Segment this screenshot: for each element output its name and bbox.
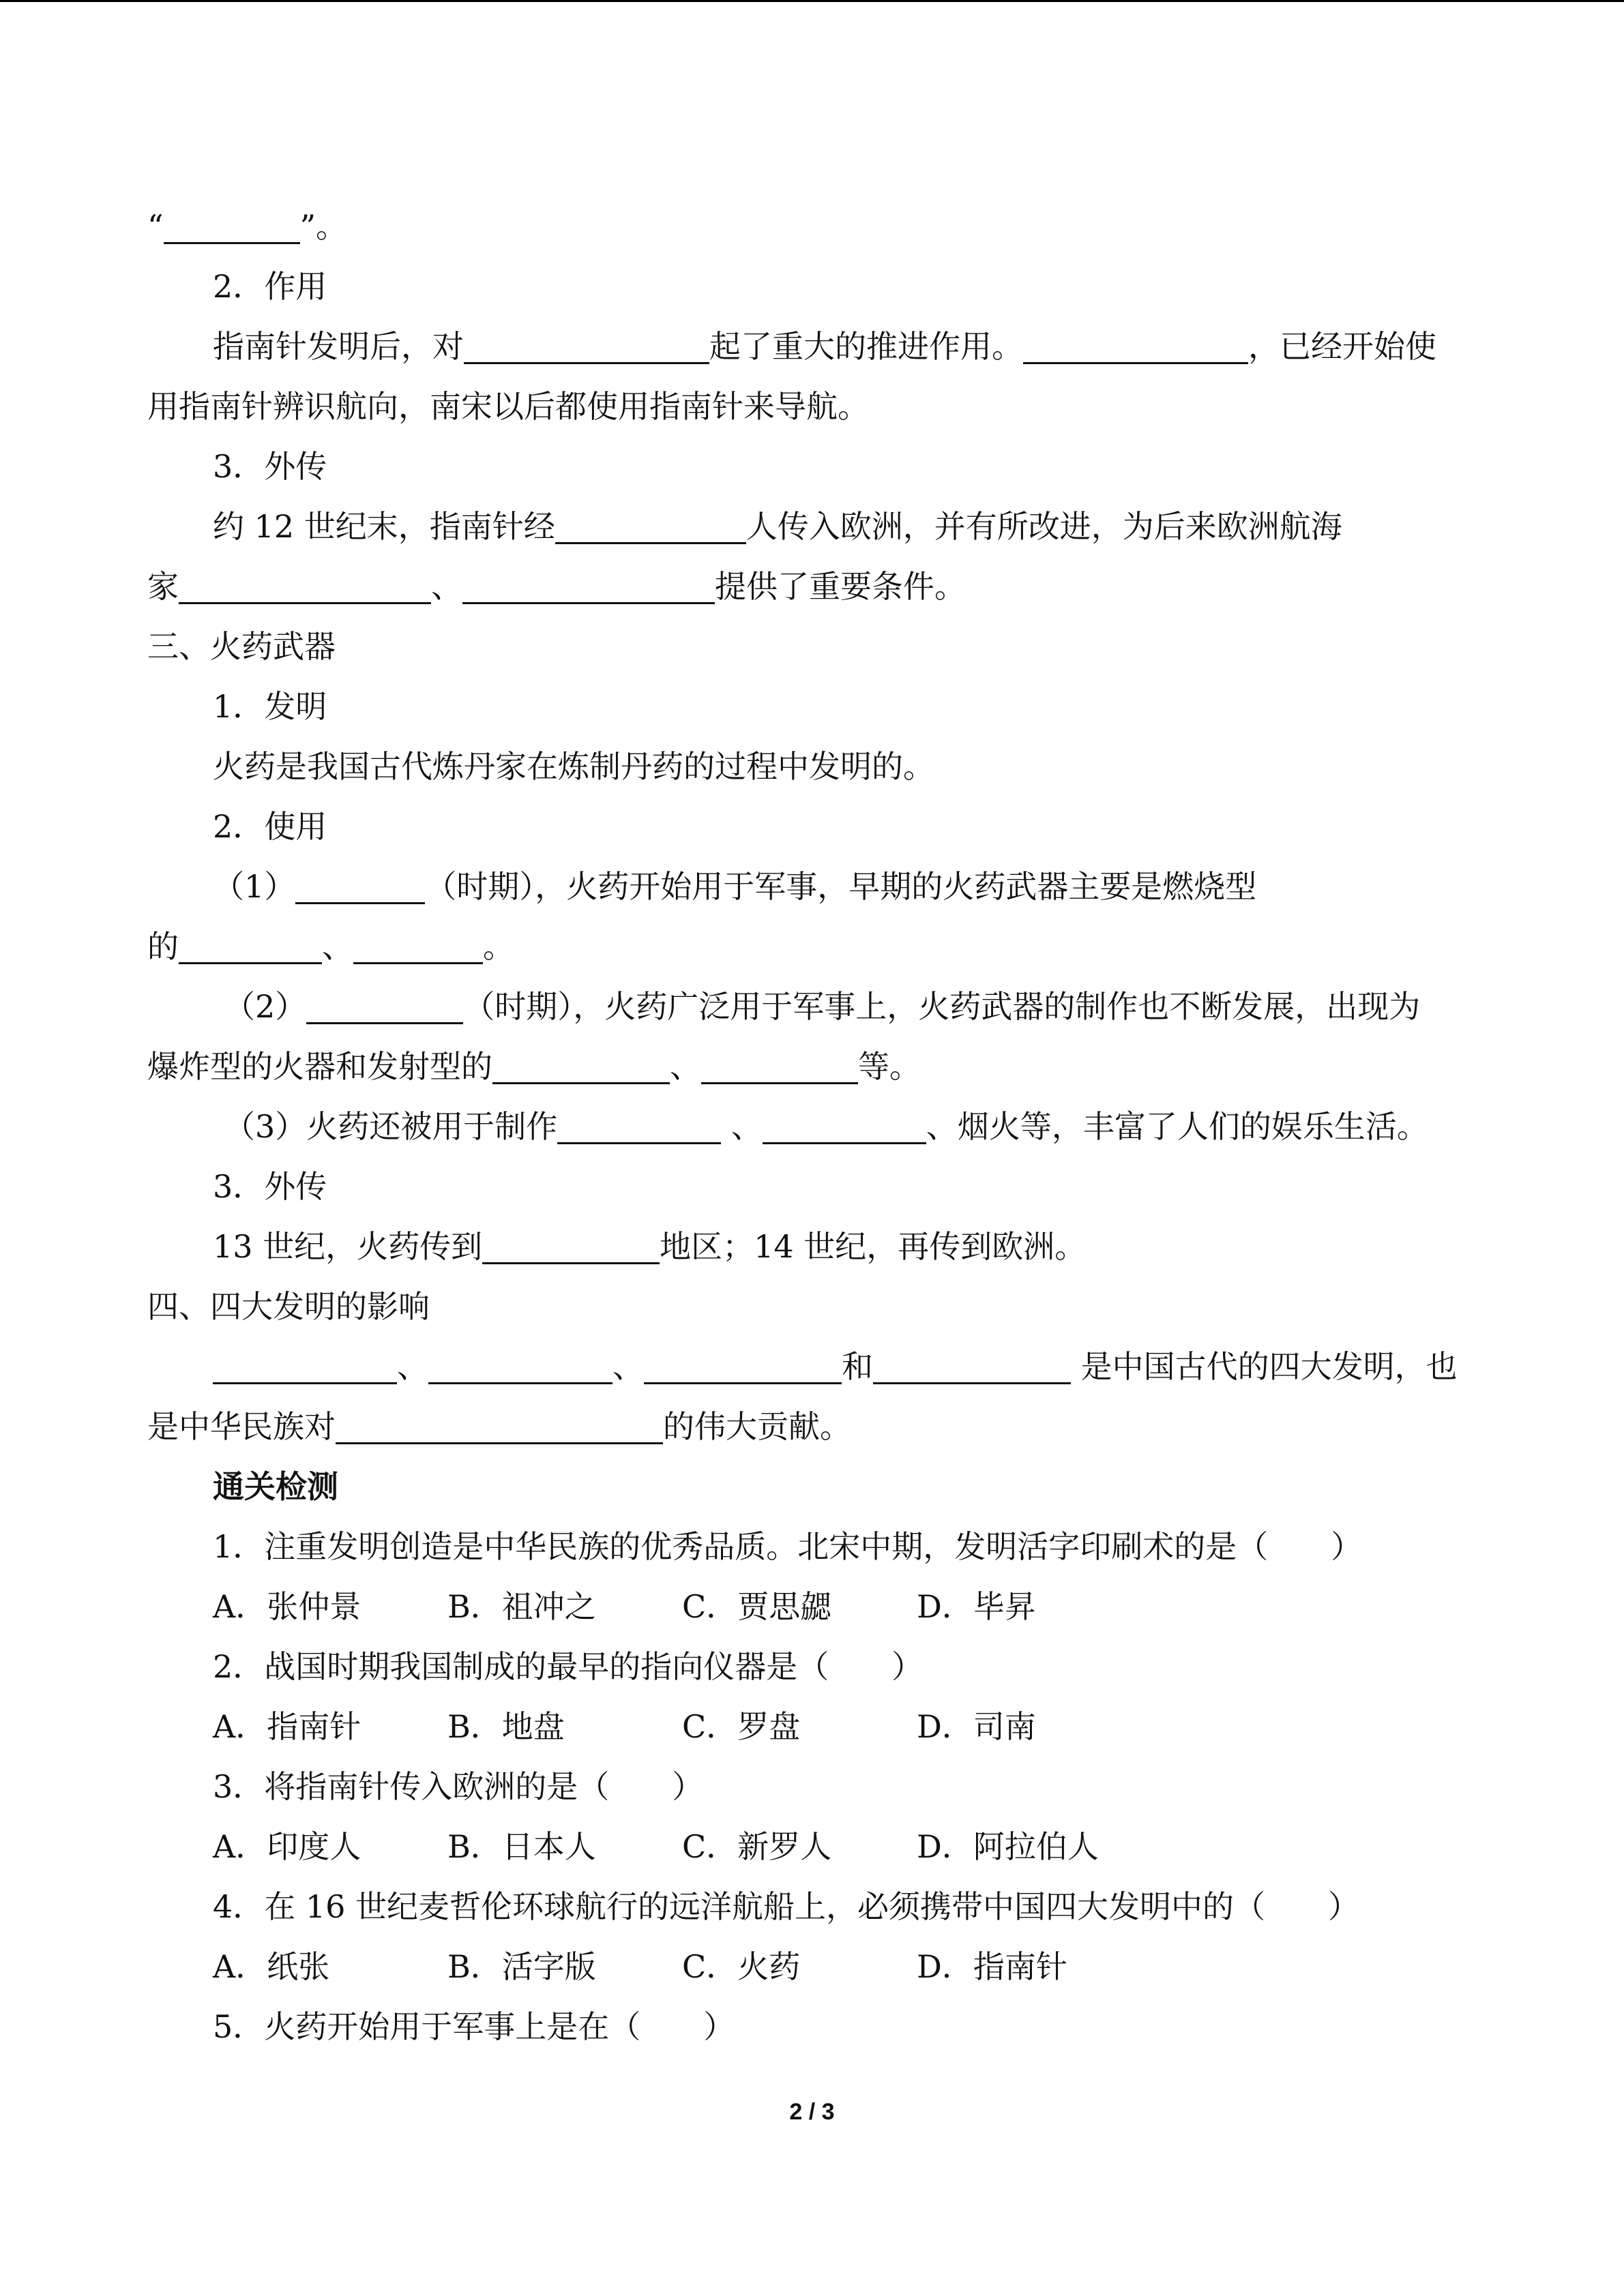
option-c[interactable]: C．贾思勰 [682,1588,832,1625]
answer-blank[interactable] [763,1108,926,1144]
answer-blank[interactable] [428,1348,612,1384]
answer-blank[interactable] [213,1348,397,1384]
option-a[interactable]: A．张仲景 [213,1588,361,1625]
option-a[interactable]: A．指南针 [213,1708,361,1745]
answer-blank[interactable] [179,568,431,604]
subheading: 3．外传 [213,1168,327,1205]
section-heading: 三、火药武器 [147,628,336,665]
text-line: （2） （时期），火药广泛用于军事上，火药武器的制作也不断发展，出现为 [224,988,1421,1025]
open-quote: “ [147,208,164,245]
text-line: 约 12 世纪末，指南针经 人传入欧洲，并有所改进，为后来欧洲航海 [213,508,1342,545]
answer-blank[interactable] [873,1348,1071,1384]
question-stem: 3．将指南针传入欧洲的是（ ） [213,1768,704,1805]
answer-blank[interactable] [353,928,483,964]
answer-blank[interactable] [644,1348,842,1384]
option-d[interactable]: D．指南针 [917,1948,1067,1985]
text-line: 家 、 提供了重要条件。 [147,568,966,605]
close-quote: ”。 [299,208,348,245]
text-line: 的 、 。 [147,928,514,965]
option-row [147,1817,1484,1877]
text-line: 爆炸型的火器和发射型的 、 等。 [147,1048,921,1085]
subheading: 3．外传 [213,448,327,485]
option-a[interactable]: A．纸张 [213,1948,330,1985]
option-c[interactable]: C．新罗人 [682,1828,832,1865]
option-d[interactable]: D．毕昇 [917,1588,1036,1625]
answer-blank[interactable] [462,568,715,604]
subheading: 2．作用 [213,268,327,305]
option-d[interactable]: D．司南 [917,1708,1036,1745]
option-a[interactable]: A．印度人 [213,1828,361,1865]
option-row [147,1697,1484,1757]
question-stem: 4．在 16 世纪麦哲伦环球航行的远洋航船上，必须携带中国四大发明中的（ ） [213,1888,1360,1925]
option-row [147,1577,1484,1637]
option-d[interactable]: D．阿拉伯人 [917,1828,1099,1865]
answer-blank[interactable] [482,1228,660,1264]
subheading: 1．发明 [213,688,327,725]
text-line: 13 世纪，火药传到 地区；14 世纪，再传到欧洲。 [213,1228,1087,1265]
option-b[interactable]: B．祖冲之 [447,1588,596,1625]
subheading: 2．使用 [213,808,327,845]
answer-blank[interactable] [179,928,322,964]
page-number: 2 / 3 [789,2099,835,2125]
answer-blank[interactable] [555,508,746,544]
option-c[interactable]: C．罗盘 [682,1708,801,1745]
answer-blank[interactable] [336,1408,663,1444]
option-b[interactable]: B．活字版 [447,1948,596,1985]
text-line: 用指南针辨识航向，南宋以后都使用指南针来导航。 [147,388,869,425]
option-c[interactable]: C．火药 [682,1948,801,1985]
question-stem: 1．注重发明创造是中华民族的优秀品质。北宋中期，发明活字印刷术的是（ ） [213,1528,1363,1565]
text-line: 是中华民族对 的伟大贡献。 [147,1408,851,1445]
section-title: 通关检测 [213,1468,338,1505]
text-line: 、 、 和 是中国古代的四大发明，也 [147,1337,1484,1397]
text-line: 指南针发明后，对 起了重大的推进作用。 ，已经开始使 [213,328,1436,365]
answer-blank[interactable] [306,988,463,1024]
answer-blank[interactable] [164,208,300,244]
answer-blank[interactable] [464,328,709,364]
answer-blank[interactable] [701,1048,858,1084]
option-row [147,1937,1484,1997]
answer-blank[interactable] [1023,328,1248,364]
answer-blank[interactable] [295,868,425,904]
top-border [0,0,1624,2]
text-line [147,196,1484,256]
option-b[interactable]: B．地盘 [447,1708,565,1745]
answer-blank[interactable] [492,1048,670,1084]
answer-blank[interactable] [557,1108,721,1144]
text-line: （1） （时期），火药开始用于军事，早期的火药武器主要是燃烧型 [213,868,1257,905]
section-heading: 四、四大发明的影响 [147,1288,430,1325]
question-stem: 2．战国时期我国制成的最早的指向仪器是（ ） [213,1648,924,1685]
text-line: 火药是我国古代炼丹家在炼制丹药的过程中发明的。 [213,748,934,785]
option-b[interactable]: B．日本人 [447,1828,596,1865]
document-body [147,196,1484,2057]
text-line: （3）火药还被用于制作 、 、烟火等，丰富了人们的娱乐生活。 [224,1108,1428,1145]
question-stem: 5．火药开始用于军事上是在（ ） [213,2008,735,2045]
